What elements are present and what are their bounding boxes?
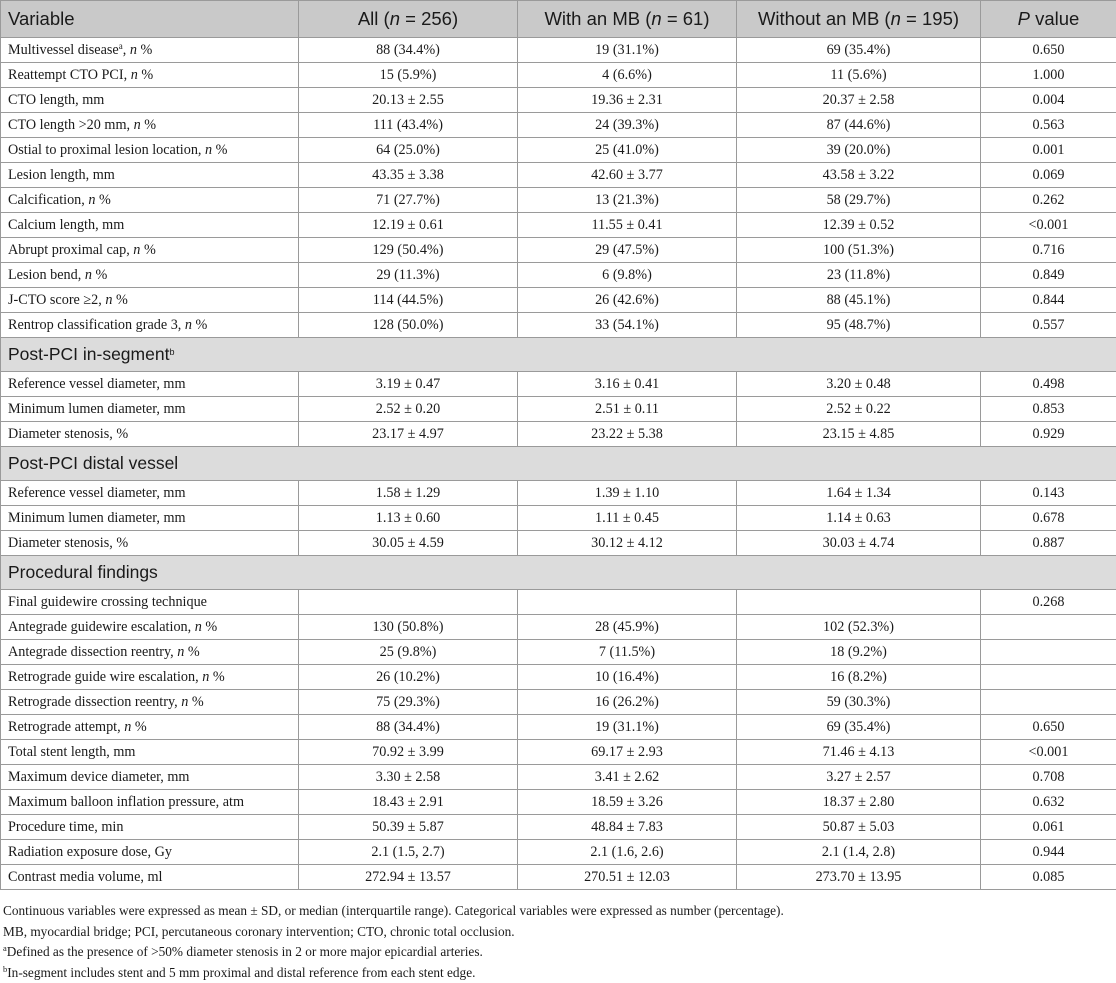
cell-p-value: 0.678 xyxy=(981,506,1116,531)
table-row xyxy=(1,740,1116,765)
cell-with-mb: 29 (47.5%) xyxy=(518,238,737,263)
row-label: Abrupt proximal cap, n % xyxy=(1,238,299,263)
cell-with-mb: 26 (42.6%) xyxy=(518,288,737,313)
cell-with-mb: 33 (54.1%) xyxy=(518,313,737,338)
cell-with-mb: 30.12 ± 4.12 xyxy=(518,531,737,556)
cell-p-value: 0.844 xyxy=(981,288,1116,313)
cell-p-value: 0.849 xyxy=(981,263,1116,288)
cell-p-value xyxy=(981,615,1116,640)
table-row xyxy=(1,213,1116,238)
cell-all: 88 (34.4%) xyxy=(299,715,518,740)
row-label: Procedure time, min xyxy=(1,815,299,840)
row-label: Maximum device diameter, mm xyxy=(1,765,299,790)
cell-p-value: 0.268 xyxy=(981,590,1116,615)
footnote-mark: a xyxy=(119,41,123,51)
table-row xyxy=(1,531,1116,556)
row-label: Minimum lumen diameter, mm xyxy=(1,397,299,422)
cell-p-value: 0.061 xyxy=(981,815,1116,840)
header-all: All (n = 256) xyxy=(299,1,518,38)
table-row xyxy=(1,840,1116,865)
cell-with-mb: 28 (45.9%) xyxy=(518,615,737,640)
cell-all: 70.92 ± 3.99 xyxy=(299,740,518,765)
header-with-mb: With an MB (n = 61) xyxy=(518,1,737,38)
cell-p-value: 0.085 xyxy=(981,865,1116,890)
cell-p-value: 0.004 xyxy=(981,88,1116,113)
cell-p-value: 0.632 xyxy=(981,790,1116,815)
cell-all: 1.13 ± 0.60 xyxy=(299,506,518,531)
cell-with-mb: 1.11 ± 0.45 xyxy=(518,506,737,531)
cell-p-value: 0.557 xyxy=(981,313,1116,338)
row-label: CTO length >20 mm, n % xyxy=(1,113,299,138)
cell-p-value: 0.853 xyxy=(981,397,1116,422)
cell-with-mb: 19.36 ± 2.31 xyxy=(518,88,737,113)
cell-with-mb: 13 (21.3%) xyxy=(518,188,737,213)
cell-all xyxy=(299,590,518,615)
cell-without-mb: 102 (52.3%) xyxy=(737,615,981,640)
cell-p-value: 0.929 xyxy=(981,422,1116,447)
cell-p-value: 0.498 xyxy=(981,372,1116,397)
cell-all: 111 (43.4%) xyxy=(299,113,518,138)
cell-all: 128 (50.0%) xyxy=(299,313,518,338)
row-label: J-CTO score ≥2, n % xyxy=(1,288,299,313)
row-label: Maximum balloon inflation pressure, atm xyxy=(1,790,299,815)
table-row xyxy=(1,372,1116,397)
section-heading: Procedural findings xyxy=(1,556,1116,590)
cell-without-mb: 1.64 ± 1.34 xyxy=(737,481,981,506)
cell-with-mb: 24 (39.3%) xyxy=(518,113,737,138)
table-row xyxy=(1,665,1116,690)
cell-p-value: <0.001 xyxy=(981,740,1116,765)
cell-all: 30.05 ± 4.59 xyxy=(299,531,518,556)
cell-with-mb: 4 (6.6%) xyxy=(518,63,737,88)
cell-without-mb: 95 (48.7%) xyxy=(737,313,981,338)
footnotes xyxy=(0,890,1116,983)
cell-p-value xyxy=(981,690,1116,715)
cell-without-mb: 39 (20.0%) xyxy=(737,138,981,163)
cell-all: 114 (44.5%) xyxy=(299,288,518,313)
table-row xyxy=(1,865,1116,890)
cell-all: 20.13 ± 2.55 xyxy=(299,88,518,113)
cell-without-mb: 2.52 ± 0.22 xyxy=(737,397,981,422)
cell-without-mb: 87 (44.6%) xyxy=(737,113,981,138)
cell-without-mb: 58 (29.7%) xyxy=(737,188,981,213)
row-label: Multivessel disease$^a$, n % xyxy=(1,38,299,63)
table-row xyxy=(1,38,1116,63)
cell-without-mb: 23.15 ± 4.85 xyxy=(737,422,981,447)
cell-all: 2.1 (1.5, 2.7) xyxy=(299,840,518,865)
table-row xyxy=(1,63,1116,88)
row-label: Retrograde dissection reentry, n % xyxy=(1,690,299,715)
cell-p-value: 0.563 xyxy=(981,113,1116,138)
section-heading: Post-PCI distal vessel xyxy=(1,447,1116,481)
cell-p-value: 0.887 xyxy=(981,531,1116,556)
cell-all: 23.17 ± 4.97 xyxy=(299,422,518,447)
cell-p-value: 1.000 xyxy=(981,63,1116,88)
cell-with-mb: 6 (9.8%) xyxy=(518,263,737,288)
cell-with-mb: 19 (31.1%) xyxy=(518,38,737,63)
cell-with-mb: 2.1 (1.6, 2.6) xyxy=(518,840,737,865)
row-label: Retrograde attempt, n % xyxy=(1,715,299,740)
header-variable: Variable xyxy=(1,1,299,38)
table-row xyxy=(1,640,1116,665)
table-row xyxy=(1,690,1116,715)
row-label: Antegrade dissection reentry, n % xyxy=(1,640,299,665)
cell-without-mb: 12.39 ± 0.52 xyxy=(737,213,981,238)
cell-with-mb: 69.17 ± 2.93 xyxy=(518,740,737,765)
cell-p-value: 0.708 xyxy=(981,765,1116,790)
row-label: Reference vessel diameter, mm xyxy=(1,372,299,397)
cell-with-mb: 7 (11.5%) xyxy=(518,640,737,665)
cell-p-value xyxy=(981,665,1116,690)
cell-without-mb: 30.03 ± 4.74 xyxy=(737,531,981,556)
row-label: Diameter stenosis, % xyxy=(1,422,299,447)
cell-with-mb: 270.51 ± 12.03 xyxy=(518,865,737,890)
cell-with-mb: 23.22 ± 5.38 xyxy=(518,422,737,447)
cell-without-mb: 18.37 ± 2.80 xyxy=(737,790,981,815)
cell-without-mb: 50.87 ± 5.03 xyxy=(737,815,981,840)
cell-with-mb: 18.59 ± 3.26 xyxy=(518,790,737,815)
cell-all: 25 (9.8%) xyxy=(299,640,518,665)
cell-p-value: 0.944 xyxy=(981,840,1116,865)
section-row xyxy=(1,556,1116,590)
cell-without-mb: 20.37 ± 2.58 xyxy=(737,88,981,113)
row-label: Minimum lumen diameter, mm xyxy=(1,506,299,531)
table-row xyxy=(1,590,1116,615)
cell-all: 50.39 ± 5.87 xyxy=(299,815,518,840)
cell-all: 130 (50.8%) xyxy=(299,615,518,640)
cell-without-mb: 43.58 ± 3.22 xyxy=(737,163,981,188)
cell-p-value: <0.001 xyxy=(981,213,1116,238)
cell-all: 75 (29.3%) xyxy=(299,690,518,715)
cell-without-mb: 18 (9.2%) xyxy=(737,640,981,665)
cell-without-mb: 69 (35.4%) xyxy=(737,38,981,63)
cell-with-mb: 1.39 ± 1.10 xyxy=(518,481,737,506)
row-label: Contrast media volume, ml xyxy=(1,865,299,890)
table-row xyxy=(1,815,1116,840)
table-row xyxy=(1,263,1116,288)
table-row xyxy=(1,113,1116,138)
cell-with-mb: 48.84 ± 7.83 xyxy=(518,815,737,840)
row-label: CTO length, mm xyxy=(1,88,299,113)
table-row xyxy=(1,138,1116,163)
footnote: $^b$In-segment includes stent and 5 mm proximal and distal reference from each stent edge. xyxy=(3,963,1116,983)
row-label: Lesion length, mm xyxy=(1,163,299,188)
cell-all: 3.19 ± 0.47 xyxy=(299,372,518,397)
header-row xyxy=(1,1,1116,38)
cell-without-mb: 1.14 ± 0.63 xyxy=(737,506,981,531)
table-row xyxy=(1,715,1116,740)
row-label: Rentrop classification grade 3, n % xyxy=(1,313,299,338)
cell-without-mb: 23 (11.8%) xyxy=(737,263,981,288)
cell-all: 88 (34.4%) xyxy=(299,38,518,63)
table-row xyxy=(1,422,1116,447)
cell-without-mb: 69 (35.4%) xyxy=(737,715,981,740)
cell-without-mb: 3.20 ± 0.48 xyxy=(737,372,981,397)
cell-all: 15 (5.9%) xyxy=(299,63,518,88)
table-row xyxy=(1,397,1116,422)
row-label: Ostial to proximal lesion location, n % xyxy=(1,138,299,163)
cell-p-value xyxy=(981,640,1116,665)
footnote: $^a$Defined as the presence of >50% diameter stenosis in 2 or more major epicardial arteries. xyxy=(3,942,1116,963)
row-label: Diameter stenosis, % xyxy=(1,531,299,556)
table-row xyxy=(1,790,1116,815)
cell-without-mb: 59 (30.3%) xyxy=(737,690,981,715)
table-row xyxy=(1,481,1116,506)
table-row xyxy=(1,765,1116,790)
cell-without-mb: 2.1 (1.4, 2.8) xyxy=(737,840,981,865)
cell-without-mb: 3.27 ± 2.57 xyxy=(737,765,981,790)
row-label: Reference vessel diameter, mm xyxy=(1,481,299,506)
table-row xyxy=(1,288,1116,313)
table-header xyxy=(1,1,1116,38)
cell-without-mb: 273.70 ± 13.95 xyxy=(737,865,981,890)
cell-with-mb: 2.51 ± 0.11 xyxy=(518,397,737,422)
cell-with-mb: 3.16 ± 0.41 xyxy=(518,372,737,397)
table-row xyxy=(1,188,1116,213)
cell-with-mb: 11.55 ± 0.41 xyxy=(518,213,737,238)
cell-without-mb: 100 (51.3%) xyxy=(737,238,981,263)
cell-all: 43.35 ± 3.38 xyxy=(299,163,518,188)
cell-all: 129 (50.4%) xyxy=(299,238,518,263)
cell-with-mb: 10 (16.4%) xyxy=(518,665,737,690)
cell-with-mb: 25 (41.0%) xyxy=(518,138,737,163)
cell-p-value: 0.650 xyxy=(981,715,1116,740)
cell-all: 272.94 ± 13.57 xyxy=(299,865,518,890)
cell-with-mb: 42.60 ± 3.77 xyxy=(518,163,737,188)
row-label: Reattempt CTO PCI, n % xyxy=(1,63,299,88)
cell-all: 3.30 ± 2.58 xyxy=(299,765,518,790)
row-label: Final guidewire crossing technique xyxy=(1,590,299,615)
footnote-mark: a xyxy=(3,943,7,953)
cell-without-mb: 11 (5.6%) xyxy=(737,63,981,88)
cell-all: 12.19 ± 0.61 xyxy=(299,213,518,238)
cell-p-value: 0.069 xyxy=(981,163,1116,188)
table-row xyxy=(1,615,1116,640)
table-body xyxy=(1,38,1116,890)
cell-p-value: 0.650 xyxy=(981,38,1116,63)
header-p-value: P value xyxy=(981,1,1116,38)
table-row xyxy=(1,88,1116,113)
footnote-mark: b xyxy=(169,347,174,357)
row-label: Antegrade guidewire escalation, n % xyxy=(1,615,299,640)
cell-with-mb: 3.41 ± 2.62 xyxy=(518,765,737,790)
cell-without-mb xyxy=(737,590,981,615)
cell-p-value: 0.001 xyxy=(981,138,1116,163)
cell-with-mb: 16 (26.2%) xyxy=(518,690,737,715)
footnote-mark: b xyxy=(3,964,7,974)
cell-all: 29 (11.3%) xyxy=(299,263,518,288)
cell-without-mb: 88 (45.1%) xyxy=(737,288,981,313)
cell-all: 71 (27.7%) xyxy=(299,188,518,213)
table-row xyxy=(1,163,1116,188)
section-row xyxy=(1,447,1116,481)
row-label: Total stent length, mm xyxy=(1,740,299,765)
section-row xyxy=(1,338,1116,372)
cell-with-mb: 19 (31.1%) xyxy=(518,715,737,740)
section-heading: Post-PCI in-segment$^b$ xyxy=(1,338,1116,372)
cell-all: 2.52 ± 0.20 xyxy=(299,397,518,422)
table-row xyxy=(1,313,1116,338)
cell-p-value: 0.143 xyxy=(981,481,1116,506)
row-label: Radiation exposure dose, Gy xyxy=(1,840,299,865)
cell-without-mb: 71.46 ± 4.13 xyxy=(737,740,981,765)
cell-all: 18.43 ± 2.91 xyxy=(299,790,518,815)
table-row xyxy=(1,506,1116,531)
row-label: Calcification, n % xyxy=(1,188,299,213)
cell-all: 1.58 ± 1.29 xyxy=(299,481,518,506)
cell-p-value: 0.262 xyxy=(981,188,1116,213)
table-row xyxy=(1,238,1116,263)
cell-p-value: 0.716 xyxy=(981,238,1116,263)
row-label: Calcium length, mm xyxy=(1,213,299,238)
cell-all: 26 (10.2%) xyxy=(299,665,518,690)
cell-all: 64 (25.0%) xyxy=(299,138,518,163)
cell-with-mb xyxy=(518,590,737,615)
row-label: Lesion bend, n % xyxy=(1,263,299,288)
footnote: Continuous variables were expressed as mean ± SD, or median (interquartile range). Categorical variables were expressed as number (percentage). xyxy=(3,901,1116,922)
footnote: MB, myocardial bridge; PCI, percutaneous coronary intervention; CTO, chronic total occlusion. xyxy=(3,922,1116,943)
row-label: Retrograde guide wire escalation, n % xyxy=(1,665,299,690)
header-without-mb: Without an MB (n = 195) xyxy=(737,1,981,38)
cell-without-mb: 16 (8.2%) xyxy=(737,665,981,690)
